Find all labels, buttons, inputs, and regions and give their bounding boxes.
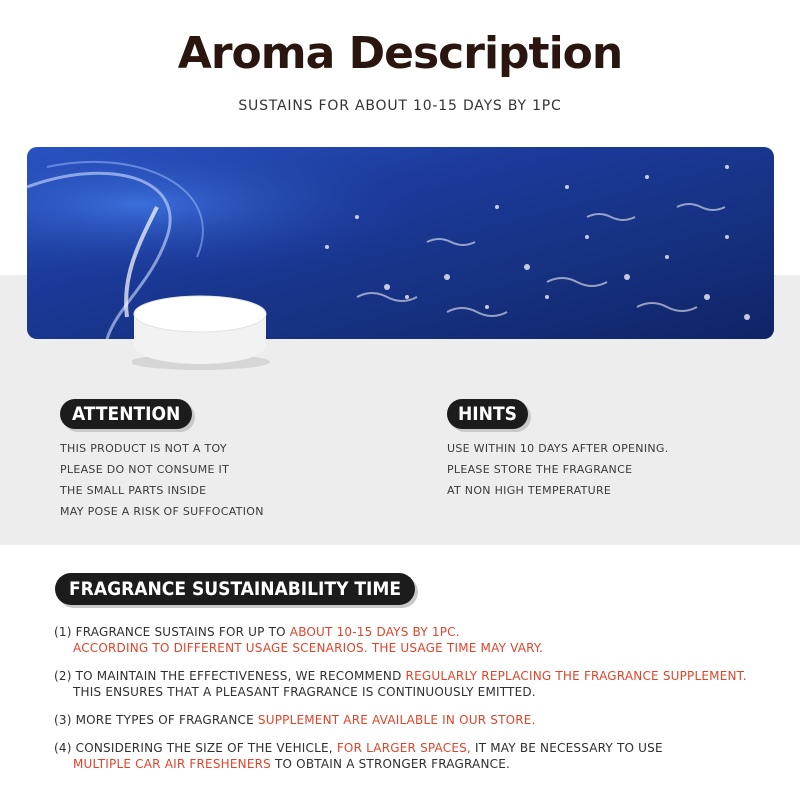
note-highlight: MULTIPLE CAR AIR FRESHENERS bbox=[73, 757, 271, 771]
note-highlight: ACCORDING TO DIFFERENT USAGE SCENARIOS. THE USAGE TIME MAY VARY. bbox=[73, 641, 544, 655]
fragrance-disc-image bbox=[132, 294, 272, 378]
sustainability-badge: FRAGRANCE SUSTAINABILITY TIME bbox=[55, 573, 415, 605]
note-highlight: ABOUT 10-15 DAYS BY 1PC. bbox=[289, 625, 460, 639]
list-item: THE SMALL PARTS INSIDE bbox=[60, 484, 207, 497]
note-text: TO OBTAIN A STRONGER FRAGRANCE. bbox=[270, 757, 511, 771]
note-3 bbox=[54, 712, 784, 728]
note-text: (4) CONSIDERING THE SIZE OF THE VEHICLE, bbox=[54, 741, 337, 755]
note-2 bbox=[54, 668, 784, 700]
page-title: Aroma Description bbox=[177, 28, 623, 79]
note-highlight: FOR LARGER SPACES, bbox=[336, 741, 471, 755]
note-1 bbox=[54, 624, 784, 656]
note-text: (1) FRAGRANCE SUSTAINS FOR UP TO bbox=[54, 625, 290, 639]
list-item: PLEASE STORE THE FRAGRANCE bbox=[447, 463, 633, 476]
note-text: (2) TO MAINTAIN THE EFFECTIVENESS, WE RECOMMEND bbox=[54, 669, 406, 683]
attention-badge: ATTENTION bbox=[60, 399, 192, 429]
hints-list bbox=[447, 438, 669, 501]
page-subtitle: SUSTAINS FOR ABOUT 10-15 DAYS BY 1PC bbox=[238, 98, 562, 114]
list-item: AT NON HIGH TEMPERATURE bbox=[447, 484, 612, 497]
note-4 bbox=[54, 740, 784, 772]
list-item: MAY POSE A RISK OF SUFFOCATION bbox=[60, 505, 264, 518]
list-item: PLEASE DO NOT CONSUME IT bbox=[60, 463, 230, 476]
list-item: USE WITHIN 10 DAYS AFTER OPENING. bbox=[447, 442, 669, 455]
sustainability-notes bbox=[54, 624, 784, 784]
note-text: (3) MORE TYPES OF FRAGRANCE bbox=[54, 713, 258, 727]
note-highlight: REGULARLY REPLACING THE FRAGRANCE SUPPLEMENT. bbox=[405, 669, 747, 683]
note-text: IT MAY BE NECESSARY TO USE bbox=[470, 741, 663, 755]
note-highlight: SUPPLEMENT ARE AVAILABLE IN OUR STORE. bbox=[257, 713, 536, 727]
attention-list bbox=[60, 438, 264, 522]
hints-badge: HINTS bbox=[447, 399, 528, 429]
list-item: THIS PRODUCT IS NOT A TOY bbox=[60, 442, 227, 455]
note-text: THIS ENSURES THAT A PLEASANT FRAGRANCE IS CONTINUOUSLY EMITTED. bbox=[73, 685, 536, 699]
